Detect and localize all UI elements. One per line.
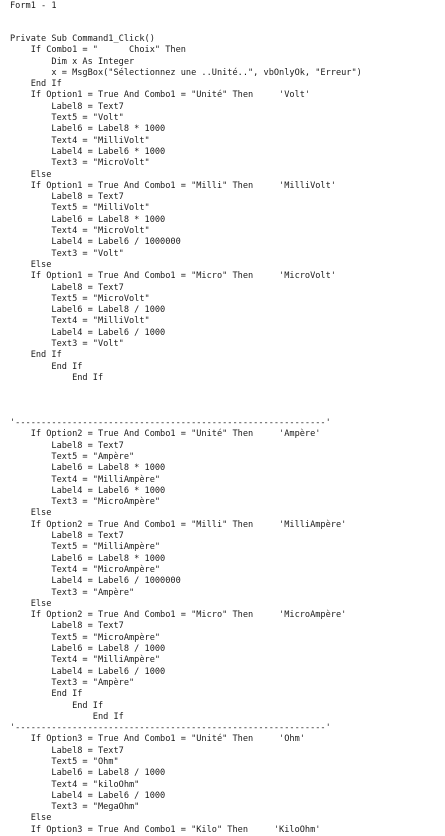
code-line xyxy=(10,396,362,407)
code-line: Label6 = Label8 * 1000 xyxy=(10,124,166,135)
code-line: Label4 = Label6 * 1000 xyxy=(10,146,166,157)
code-line: Text5 = "MicroVolt" xyxy=(10,293,150,304)
code-line: Private Sub Command1_Click() xyxy=(10,34,155,44)
code-line: Text3 = "MicroVolt" xyxy=(10,158,150,169)
code-line: Text4 = "MilliVolt" xyxy=(10,316,150,327)
code-line: Text4 = "kiloOhm" xyxy=(10,779,140,790)
code-line: If Option2 = True And Combo1 = "Milli" Then 'MilliAmpère' xyxy=(10,519,347,530)
code-line: Label4 = Label6 / 1000 xyxy=(10,790,166,801)
code-line: Label4 = Label6 * 1000 xyxy=(10,485,166,496)
code-line xyxy=(10,407,362,418)
code-line: '------------------------------------------------------------' xyxy=(10,418,331,429)
code-line: End If xyxy=(10,79,62,90)
code-line: Label8 = Text7 xyxy=(10,745,124,756)
code-line: Label6 = Label8 / 1000 xyxy=(10,305,166,316)
code-line: End If xyxy=(10,700,104,711)
code-line: If Option2 = True And Combo1 = "Micro" Then 'MicroAmpère' xyxy=(10,610,347,621)
code-line: Dim x As Integer xyxy=(10,56,135,67)
code-line: End If xyxy=(10,711,124,722)
code-line: Label8 = Text7 xyxy=(10,621,124,632)
code-line: Text4 = "MilliAmpère" xyxy=(10,474,161,485)
code-line xyxy=(10,384,362,395)
code-line: Label6 = Label8 * 1000 xyxy=(10,553,166,564)
code-line: Text5 = "MicroAmpère" xyxy=(10,632,161,643)
code-line: Text5 = "MilliVolt" xyxy=(10,203,150,214)
code-line: Text3 = "Volt" xyxy=(10,339,124,350)
code-line: Label6 = Label8 / 1000 xyxy=(10,644,166,655)
code-line: Text3 = "Volt" xyxy=(10,248,124,259)
code-line: Else xyxy=(10,508,52,519)
code-line: Text4 = "MicroAmpère" xyxy=(10,564,161,575)
code-line: Label6 = Label8 / 1000 xyxy=(10,768,166,779)
code-listing xyxy=(10,34,362,836)
code-line: End If xyxy=(10,361,83,372)
code-line: Label8 = Text7 xyxy=(10,282,124,293)
code-line: If Option2 = True And Combo1 = "Unité" Then 'Ampère' xyxy=(10,429,321,440)
code-line: Label8 = Text7 xyxy=(10,531,124,542)
code-line: Label4 = Label6 / 1000 xyxy=(10,327,166,338)
page-title: Form1 - 1 xyxy=(10,1,57,11)
code-line: If Combo1 = " Choix" Then xyxy=(10,45,186,56)
code-line: Else xyxy=(10,259,52,270)
code-line: Else xyxy=(10,169,52,180)
code-line: Else xyxy=(10,813,52,824)
code-line: If Option1 = True And Combo1 = "Micro" Then 'MicroVolt' xyxy=(10,271,336,282)
code-line: Text4 = "MilliVolt" xyxy=(10,135,150,146)
code-line: If Option1 = True And Combo1 = "Unité" Then 'Volt' xyxy=(10,90,311,101)
code-line: Label8 = Text7 xyxy=(10,101,124,112)
code-line: Text3 = "Ampère" xyxy=(10,587,135,598)
code-line: End If xyxy=(10,350,62,361)
code-line: Label4 = Label6 / 1000 xyxy=(10,666,166,677)
code-line: Label4 = Label6 / 1000000 xyxy=(10,576,181,587)
code-line: Label6 = Label8 * 1000 xyxy=(10,214,166,225)
code-line: Text5 = "Volt" xyxy=(10,113,124,124)
code-line: If Option3 = True And Combo1 = "Kilo" Then 'KiloOhm' xyxy=(10,824,321,835)
code-line: If Option3 = True And Combo1 = "Unité" Then 'Ohm' xyxy=(10,734,305,745)
code-line: x = MsgBox("Sélectionnez une ..Unité..", vbOnlyOk, "Erreur") xyxy=(10,67,362,78)
code-line: If Option1 = True And Combo1 = "Milli" Then 'MilliVolt' xyxy=(10,180,336,191)
code-line: Text3 = "Ampère" xyxy=(10,677,135,688)
code-line: Text4 = "MicroVolt" xyxy=(10,226,150,237)
code-line: Text3 = "MicroAmpère" xyxy=(10,497,161,508)
code-line: Label6 = Label8 * 1000 xyxy=(10,463,166,474)
code-line: Text4 = "MilliAmpère" xyxy=(10,655,161,666)
code-line: '------------------------------------------------------------' xyxy=(10,723,331,734)
code-line: Else xyxy=(10,598,52,609)
code-line: End If xyxy=(10,372,104,383)
code-line: Label8 = Text7 xyxy=(10,192,124,203)
code-line: Text5 = "Ohm" xyxy=(10,757,119,767)
code-line: Text3 = "MegaOhm" xyxy=(10,802,140,813)
code-line: Label8 = Text7 xyxy=(10,440,124,451)
code-line: Text5 = "Ampère" xyxy=(10,451,135,462)
code-line: Label4 = Label6 / 1000000 xyxy=(10,237,181,248)
code-line: Text5 = "MilliAmpère" xyxy=(10,542,161,553)
code-line: End If xyxy=(10,689,83,700)
